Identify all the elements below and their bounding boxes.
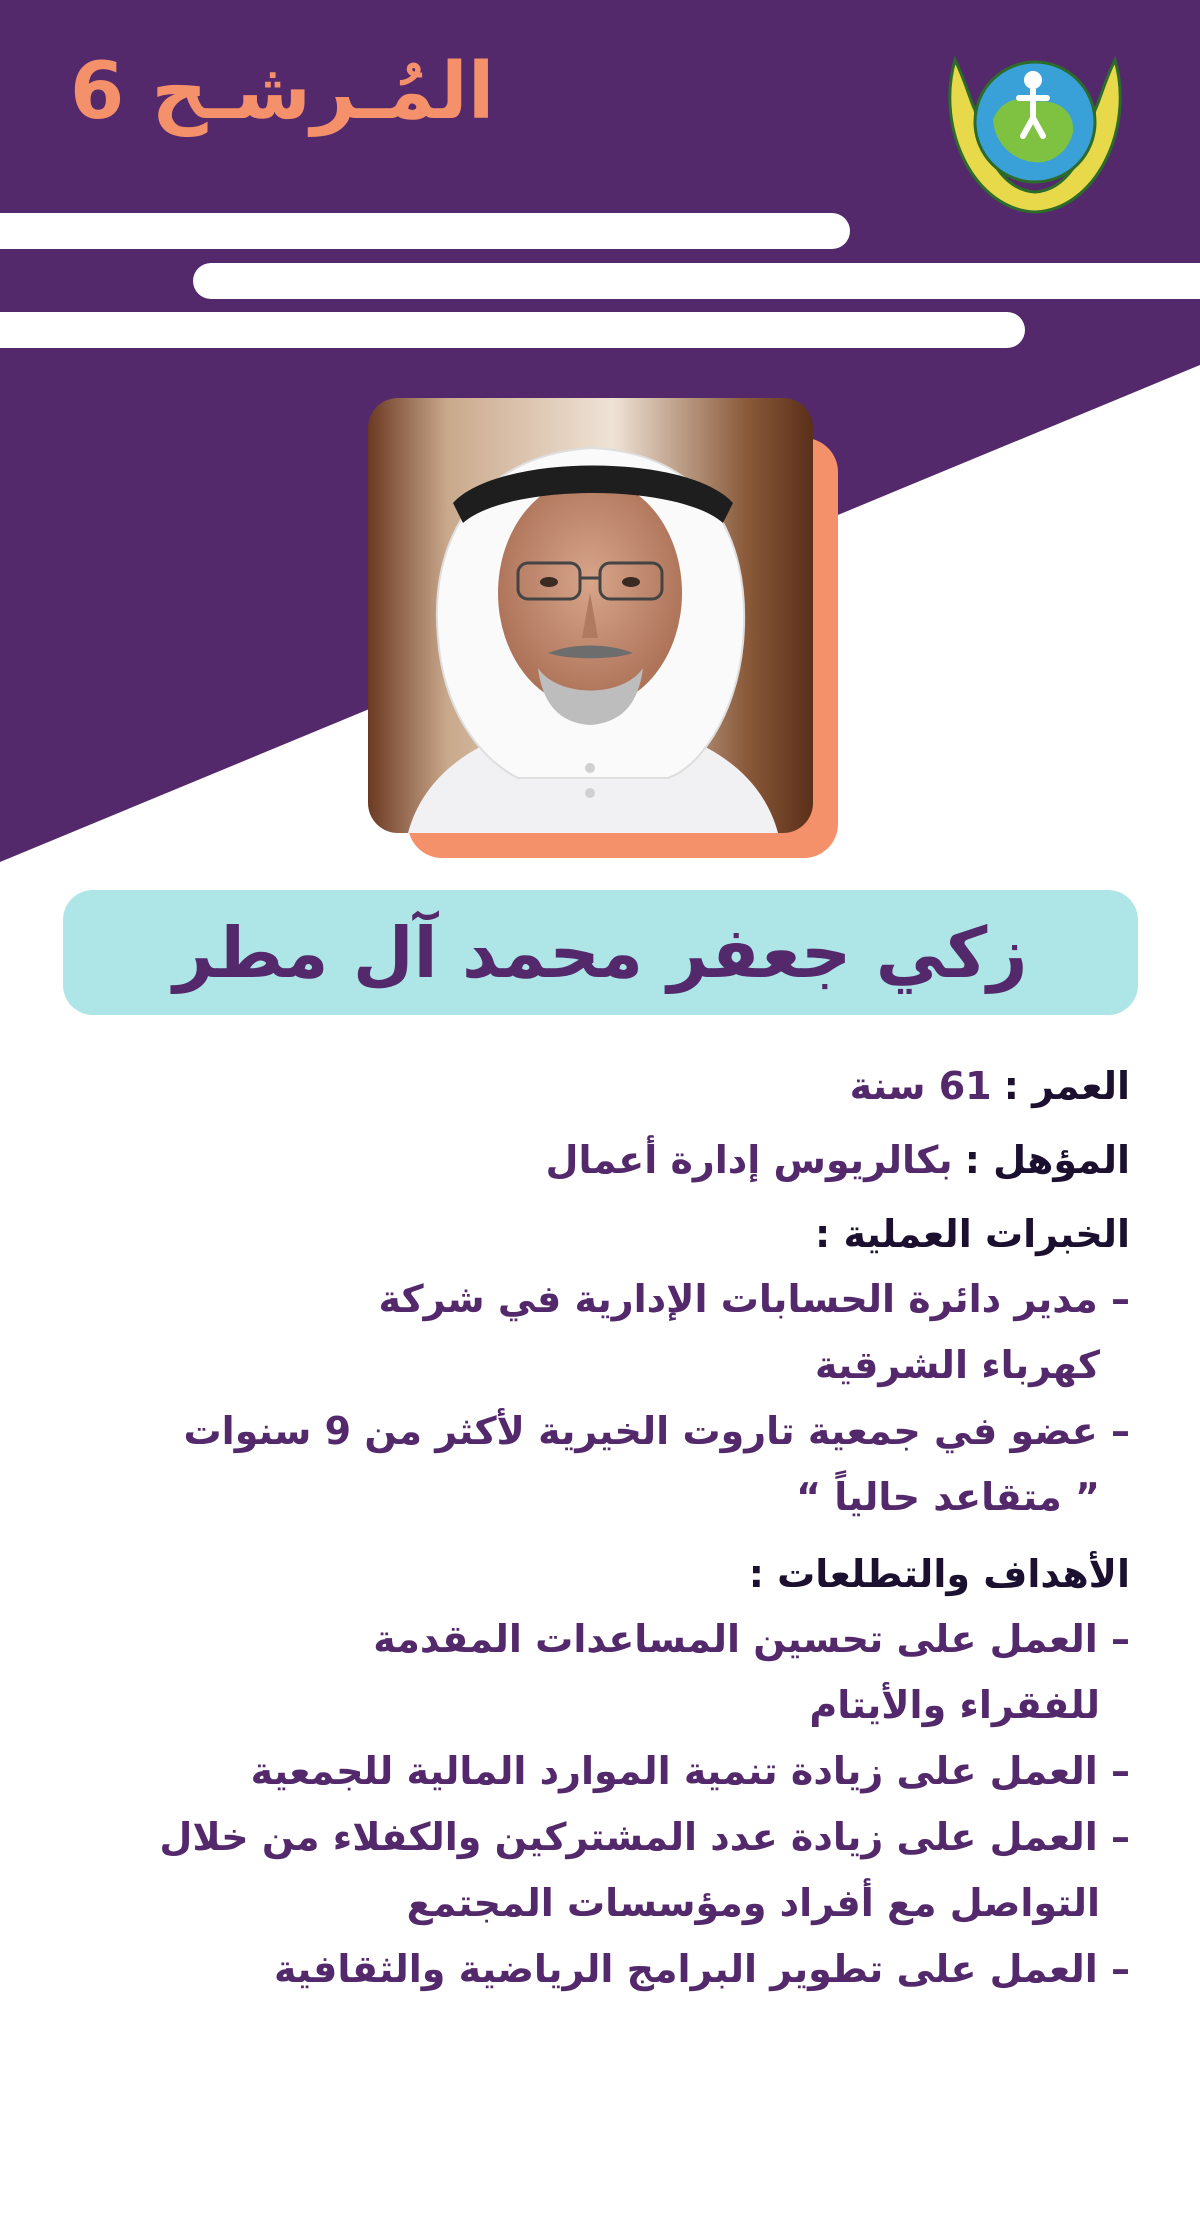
goal-item: – العمل على زيادة عدد المشتركين والكفلاء من خلال (159, 1815, 1130, 1859)
decorative-stripe (0, 213, 850, 249)
age-row (50, 1060, 1130, 1112)
candidate-name-banner (63, 890, 1138, 1015)
goal-item: – العمل على زيادة تنمية الموارد المالية للجمعية (250, 1749, 1130, 1793)
goals-heading: الأهداف والتطلعات : (748, 1552, 1130, 1596)
candidate-number-title: المُـرشـح 6 (70, 47, 495, 137)
experience-item-continuation: ” متقاعد حالياً “ (796, 1475, 1100, 1519)
goal-item: – العمل على تطوير البرامج الرياضية والثقافية (273, 1947, 1130, 1991)
qualification-value: بكالريوس إدارة أعمال (545, 1138, 953, 1182)
decorative-stripe (0, 312, 1025, 348)
association-logo (935, 40, 1135, 220)
candidate-details (50, 1060, 1130, 2006)
age-value: 61 سنة (849, 1064, 992, 1108)
experience-item: – مدير دائرة الحسابات الإدارية في شركة (378, 1277, 1130, 1321)
goal-item-continuation: للفقراء والأيتام (809, 1683, 1100, 1727)
qualification-row (50, 1134, 1130, 1186)
experience-heading: الخبرات العملية : (815, 1212, 1130, 1256)
goal-item: – العمل على تحسين المساعدات المقدمة (373, 1617, 1130, 1661)
age-label: العمر : (1003, 1064, 1130, 1108)
goal-item-continuation: التواصل مع أفراد ومؤسسات المجتمع (406, 1881, 1100, 1925)
photo-frame (368, 398, 838, 858)
experience-item-continuation: كهرباء الشرقية (814, 1343, 1100, 1387)
experience-item: – عضو في جمعية تاروت الخيرية لأكثر من 9 سنوات (183, 1409, 1130, 1453)
decorative-stripe (193, 263, 1200, 299)
qualification-label: المؤهل : (964, 1138, 1130, 1182)
candidate-name: زكي جعفر محمد آل مطر (173, 911, 1028, 994)
candidate-portrait-photo (368, 398, 813, 833)
